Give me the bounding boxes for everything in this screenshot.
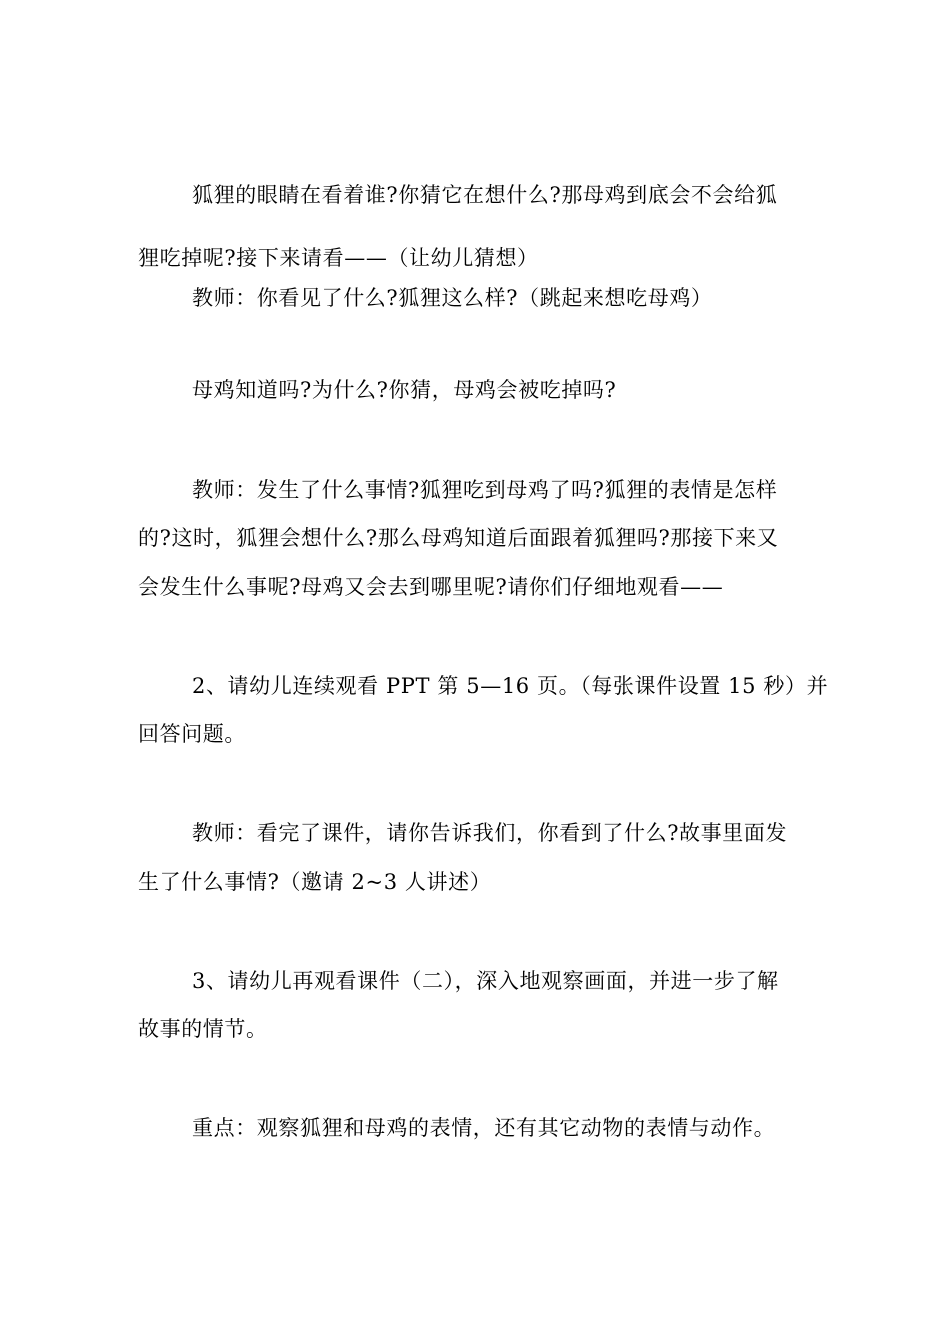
paragraph-7-line-2: 故事的情节。 (138, 1017, 268, 1041)
paragraph-5-line-1: 2、请幼儿连续观看 PPT 第 5—16 页。（每张课件设置 15 秒）并 (192, 674, 829, 698)
paragraph-4-line-3: 会发生什么事呢?母鸡又会去到哪里呢?请你们仔细地观看—— (138, 575, 724, 599)
paragraph-4-line-1: 教师：发生了什么事情?狐狸吃到母鸡了吗?狐狸的表情是怎样 (192, 478, 778, 502)
paragraph-2-line-1: 教师：你看见了什么?狐狸这么样?（跳起来想吃母鸡） (192, 286, 713, 310)
paragraph-1-line-1: 狐狸的眼睛在看着谁?你猜它在想什么?那母鸡到底会不会给狐 (192, 183, 778, 207)
paragraph-8-line-1: 重点：观察狐狸和母鸡的表情，还有其它动物的表情与动作。 (192, 1116, 776, 1140)
paragraph-1-line-2: 狸吃掉呢?接下来请看——（让幼儿猜想） (138, 246, 539, 270)
paragraph-6-line-2: 生了什么事情?（邀请 2~3 人讲述） (138, 870, 492, 894)
paragraph-7-line-1: 3、请幼儿再观看课件（二），深入地观察画面，并进一步了解 (192, 969, 779, 993)
paragraph-5-line-2: 回答问题。 (138, 722, 246, 746)
paragraph-6-line-1: 教师：看完了课件，请你告诉我们，你看到了什么?故事里面发 (192, 821, 788, 845)
paragraph-4-line-2: 的?这时，狐狸会想什么?那么母鸡知道后面跟着狐狸吗?那接下来又 (138, 526, 779, 550)
paragraph-3-line-1: 母鸡知道吗?为什么?你猜，母鸡会被吃掉吗? (192, 378, 617, 402)
